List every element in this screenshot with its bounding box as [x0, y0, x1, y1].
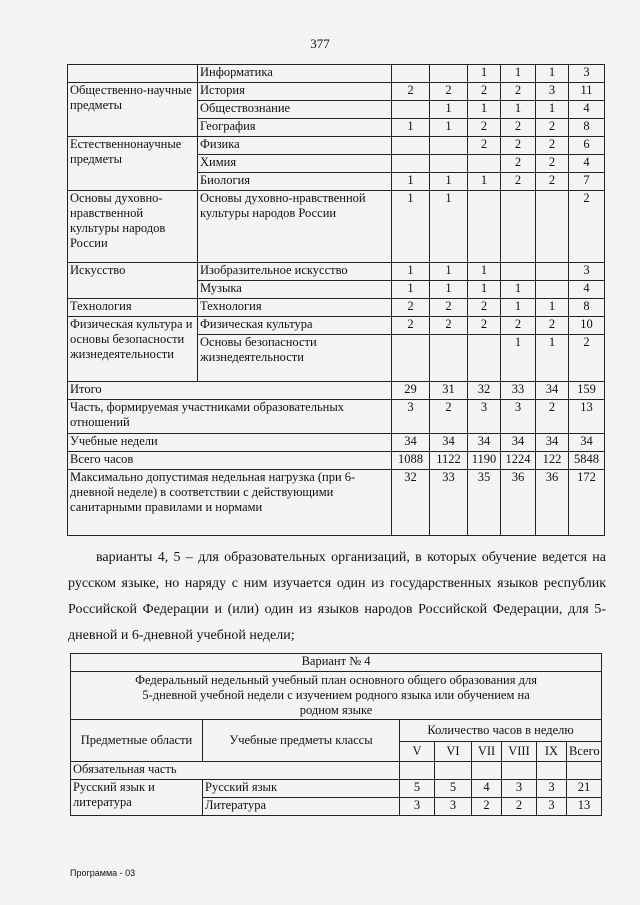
- hours-cell: 2: [392, 299, 430, 317]
- hours-cell: 122: [536, 452, 569, 470]
- hours-cell: 1: [392, 173, 430, 191]
- hours-cell: 3: [537, 780, 567, 798]
- hours-cell: 2: [536, 400, 569, 434]
- grade-header: VIII: [502, 742, 537, 762]
- subject-cell: География: [198, 119, 392, 137]
- total-cell: 5848: [569, 452, 605, 470]
- total-cell: 8: [569, 299, 605, 317]
- hours-cell: 3: [537, 798, 567, 816]
- hours-cell: 34: [501, 434, 536, 452]
- hours-cell: 1: [468, 263, 501, 281]
- subject-cell: Физическая культура: [198, 317, 392, 335]
- area-cell: Основы духовно-нравственной культуры народов России: [68, 191, 198, 263]
- hours-cell: 1: [468, 173, 501, 191]
- hours-cell: [392, 101, 430, 119]
- hours-cell: 35: [468, 470, 501, 536]
- table-row: [68, 65, 605, 83]
- hours-cell: 2: [472, 798, 502, 816]
- table-title: Федеральный недельный учебный план основного общего образования для 5-дневной учебной недели с изучением родного языка или обучением на родном языке: [71, 672, 602, 720]
- hours-cell: 2: [501, 119, 536, 137]
- hours-cell: 3: [501, 400, 536, 434]
- hours-cell: 36: [536, 470, 569, 536]
- summary-row: [68, 382, 605, 400]
- hours-cell: 2: [430, 400, 468, 434]
- hours-cell: [536, 263, 569, 281]
- total-cell: 3: [569, 65, 605, 83]
- area-cell: [68, 65, 198, 83]
- subject-cell: Информатика: [198, 65, 392, 83]
- total-cell: 6: [569, 137, 605, 155]
- hours-cell: 1088: [392, 452, 430, 470]
- hours-cell: 2: [430, 317, 468, 335]
- grade-header: V: [400, 742, 435, 762]
- hours-cell: 3: [536, 83, 569, 101]
- hours-cell: [468, 155, 501, 173]
- grade-header: IX: [537, 742, 567, 762]
- table-row: [71, 780, 602, 798]
- hours-cell: 1: [392, 119, 430, 137]
- hours-cell: 2: [468, 83, 501, 101]
- summary-label: Итого: [68, 382, 392, 400]
- hours-cell: [430, 137, 468, 155]
- total-cell: 34: [569, 434, 605, 452]
- hours-cell: 2: [468, 317, 501, 335]
- total-cell: 13: [569, 400, 605, 434]
- hours-cell: 34: [430, 434, 468, 452]
- subject-cell: Изобразительное искусство: [198, 263, 392, 281]
- total-cell: 159: [569, 382, 605, 400]
- hours-cell: 1: [392, 191, 430, 263]
- hours-cell: 36: [501, 470, 536, 536]
- area-cell: Общественно-научные предметы: [68, 83, 198, 137]
- hours-cell: [392, 137, 430, 155]
- table-row: [68, 263, 605, 281]
- table-row: [71, 654, 602, 672]
- total-cell: 3: [569, 263, 605, 281]
- hours-cell: [468, 335, 501, 382]
- hours-cell: 1: [501, 281, 536, 299]
- subject-cell: Основы духовно-нравственной культуры народов России: [198, 191, 392, 263]
- footer-label: Программа - 03: [70, 868, 136, 878]
- subject-cell: Обществознание: [198, 101, 392, 119]
- hours-cell: 2: [501, 83, 536, 101]
- hours-cell: [392, 335, 430, 382]
- subject-cell: Литература: [203, 798, 400, 816]
- total-cell: 2: [569, 335, 605, 382]
- hours-cell: 1: [536, 101, 569, 119]
- hours-cell: 1: [430, 263, 468, 281]
- table-row: [68, 317, 605, 335]
- hours-cell: 32: [392, 470, 430, 536]
- hours-cell: 34: [392, 434, 430, 452]
- table-row: [71, 720, 602, 742]
- area-cell: Искусство: [68, 263, 198, 299]
- hours-cell: 5: [435, 780, 472, 798]
- hours-cell: 1190: [468, 452, 501, 470]
- hours-cell: 3: [502, 780, 537, 798]
- section-label: Обязательная часть: [71, 762, 400, 780]
- hours-cell: 1: [536, 299, 569, 317]
- hours-cell: 3: [392, 400, 430, 434]
- total-cell: 8: [569, 119, 605, 137]
- variant-heading: Вариант № 4: [71, 654, 602, 672]
- summary-row: [68, 400, 605, 434]
- grade-header: VII: [472, 742, 502, 762]
- hours-cell: 1: [392, 263, 430, 281]
- hours-cell: 33: [501, 382, 536, 400]
- total-cell: 11: [569, 83, 605, 101]
- subject-cell: Музыка: [198, 281, 392, 299]
- total-cell: 13: [567, 798, 602, 816]
- hours-cell: [536, 281, 569, 299]
- page-number: 377: [310, 36, 330, 51]
- total-cell: 4: [569, 155, 605, 173]
- subject-cell: Физика: [198, 137, 392, 155]
- hours-cell: 3: [400, 798, 435, 816]
- total-cell: 10: [569, 317, 605, 335]
- hours-cell: 34: [536, 434, 569, 452]
- hours-cell: 34: [468, 434, 501, 452]
- hours-cell: 2: [502, 798, 537, 816]
- hours-cell: [536, 191, 569, 263]
- hours-cell: 31: [430, 382, 468, 400]
- area-cell: Русский язык и литература: [71, 780, 203, 816]
- hours-cell: 2: [501, 137, 536, 155]
- hours-cell: [501, 263, 536, 281]
- hours-cell: 1: [392, 281, 430, 299]
- hours-cell: [392, 65, 430, 83]
- table-row: [71, 762, 602, 780]
- hours-cell: 2: [392, 83, 430, 101]
- hours-cell: 1: [430, 101, 468, 119]
- hours-cell: 34: [536, 382, 569, 400]
- hours-cell: 2: [536, 155, 569, 173]
- subject-cell: Биология: [198, 173, 392, 191]
- subject-cell: Русский язык: [203, 780, 400, 798]
- hours-cell: [501, 191, 536, 263]
- hours-cell: 32: [468, 382, 501, 400]
- hours-cell: [392, 155, 430, 173]
- total-cell: 172: [569, 470, 605, 536]
- grade-header: VI: [435, 742, 472, 762]
- curriculum-table-continued: [67, 64, 605, 536]
- hours-cell: 1122: [430, 452, 468, 470]
- hours-cell: 2: [536, 173, 569, 191]
- hours-cell: 2: [468, 137, 501, 155]
- summary-row: [68, 434, 605, 452]
- hours-cell: 2: [536, 119, 569, 137]
- summary-row: [68, 452, 605, 470]
- subject-cell: Основы безопасности жизнедеятельности: [198, 335, 392, 382]
- total-cell: 4: [569, 281, 605, 299]
- hours-cell: 5: [400, 780, 435, 798]
- hours-cell: [430, 155, 468, 173]
- hours-cell: 33: [430, 470, 468, 536]
- hours-cell: 2: [536, 317, 569, 335]
- hours-cell: 1224: [501, 452, 536, 470]
- subject-cell: Технология: [198, 299, 392, 317]
- area-cell: Технология: [68, 299, 198, 317]
- hours-cell: 2: [430, 299, 468, 317]
- subject-cell: Химия: [198, 155, 392, 173]
- col-header-subjects: Учебные предметы классы: [203, 720, 400, 762]
- hours-cell: 1: [430, 191, 468, 263]
- hours-cell: [430, 335, 468, 382]
- hours-cell: 1: [536, 65, 569, 83]
- hours-cell: 1: [501, 65, 536, 83]
- hours-cell: 29: [392, 382, 430, 400]
- col-header-hours: Количество часов в неделю: [400, 720, 602, 742]
- hours-cell: 1: [430, 119, 468, 137]
- table-row: [68, 137, 605, 155]
- summary-label: Часть, формируемая участниками образовательных отношений: [68, 400, 392, 434]
- hours-cell: 2: [468, 119, 501, 137]
- hours-cell: 2: [501, 173, 536, 191]
- hours-cell: 1: [501, 299, 536, 317]
- summary-label: Максимально допустимая недельная нагрузка (при 6-дневной неделе) в соответствии с действующими санитарными правилами и нормами: [68, 470, 392, 536]
- variant-4-table: [70, 653, 602, 816]
- hours-cell: 1: [430, 173, 468, 191]
- table-row: [68, 191, 605, 263]
- area-cell: Физическая культура и основы безопасности жизнедеятельности: [68, 317, 198, 382]
- hours-cell: 1: [468, 101, 501, 119]
- grade-header-total: Всего: [567, 742, 602, 762]
- hours-cell: [430, 65, 468, 83]
- summary-row: [68, 470, 605, 536]
- summary-label: Учебные недели: [68, 434, 392, 452]
- hours-cell: 2: [468, 299, 501, 317]
- hours-cell: 2: [392, 317, 430, 335]
- hours-cell: 1: [501, 101, 536, 119]
- table-row: [71, 672, 602, 720]
- hours-cell: 1: [430, 281, 468, 299]
- total-cell: 4: [569, 101, 605, 119]
- hours-cell: 1: [501, 335, 536, 382]
- subject-cell: История: [198, 83, 392, 101]
- hours-cell: 1: [468, 281, 501, 299]
- body-paragraph: варианты 4, 5 – для образовательных организаций, в которых обучение ведется на русском языке, но наряду с ним изучается один из государственных языков республик Российской Федерации и (или) один из языков народов Российской Федерации, для 5-дневной и 6-дневной учебной недели;: [68, 550, 606, 643]
- hours-cell: 3: [468, 400, 501, 434]
- total-cell: 2: [569, 191, 605, 263]
- table-row: [68, 83, 605, 101]
- hours-cell: 1: [468, 65, 501, 83]
- hours-cell: 2: [430, 83, 468, 101]
- hours-cell: 4: [472, 780, 502, 798]
- summary-label: Всего часов: [68, 452, 392, 470]
- total-cell: 21: [567, 780, 602, 798]
- total-cell: 7: [569, 173, 605, 191]
- hours-cell: 2: [501, 155, 536, 173]
- hours-cell: [468, 191, 501, 263]
- hours-cell: 1: [536, 335, 569, 382]
- hours-cell: 2: [501, 317, 536, 335]
- col-header-areas: Предметные области: [71, 720, 203, 762]
- hours-cell: 2: [536, 137, 569, 155]
- hours-cell: 3: [435, 798, 472, 816]
- area-cell: Естественнонаучные предметы: [68, 137, 198, 191]
- table-row: [68, 299, 605, 317]
